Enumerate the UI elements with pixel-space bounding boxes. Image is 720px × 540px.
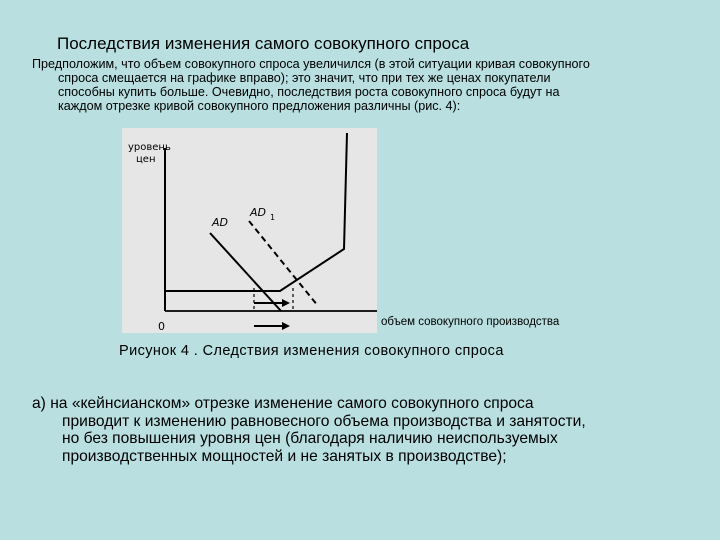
figure-caption: Рисунок 4 . Следствия изменения совокупного спроса bbox=[119, 343, 504, 359]
origin-label: 0 bbox=[158, 320, 165, 333]
shift-arrow-head bbox=[282, 299, 290, 307]
intro-line: каждом отрезке кривой совокупного предложения различны (рис. 4): bbox=[58, 99, 461, 113]
x-axis-caption: объем совокупного производства bbox=[381, 316, 560, 328]
paragraph-line: производственных мощностей и не занятых в производстве); bbox=[62, 447, 507, 465]
y-axis-label: цен bbox=[136, 154, 156, 165]
paragraph-line: приводит к изменению равновесного объема производства и занятости, bbox=[62, 412, 586, 430]
body-paragraph bbox=[32, 395, 702, 465]
paragraph-line: но без повышения уровня цен (благодаря наличию неиспользуемых bbox=[62, 430, 558, 447]
figure-graph bbox=[122, 128, 377, 333]
intro-paragraph bbox=[32, 57, 692, 113]
intro-line: спроса смещается на графике вправо); это значит, что при тех же ценах покупатели bbox=[58, 71, 551, 85]
y-axis-label: уровень bbox=[128, 142, 171, 153]
ad1-label: AD bbox=[250, 206, 266, 219]
intro-line: Предположим, что объем совокупного спроса увеличился (в этой ситуации кривая совокупного bbox=[32, 57, 590, 71]
intro-line: способны купить больше. Очевидно, последствия роста совокупного спроса будут на bbox=[58, 85, 560, 99]
ad-curve bbox=[210, 233, 281, 311]
ad-as-diagram bbox=[122, 128, 377, 333]
output-arrow-head bbox=[282, 322, 290, 330]
ad1-curve bbox=[249, 221, 318, 306]
ad-label: AD bbox=[212, 216, 228, 229]
slide-title: Последствия изменения самого совокупного спроса bbox=[57, 34, 470, 53]
ad1-subscript: 1 bbox=[270, 213, 276, 222]
paragraph-line: а) на «кейнсианском» отрезке изменение самого совокупного спроса bbox=[32, 395, 534, 412]
